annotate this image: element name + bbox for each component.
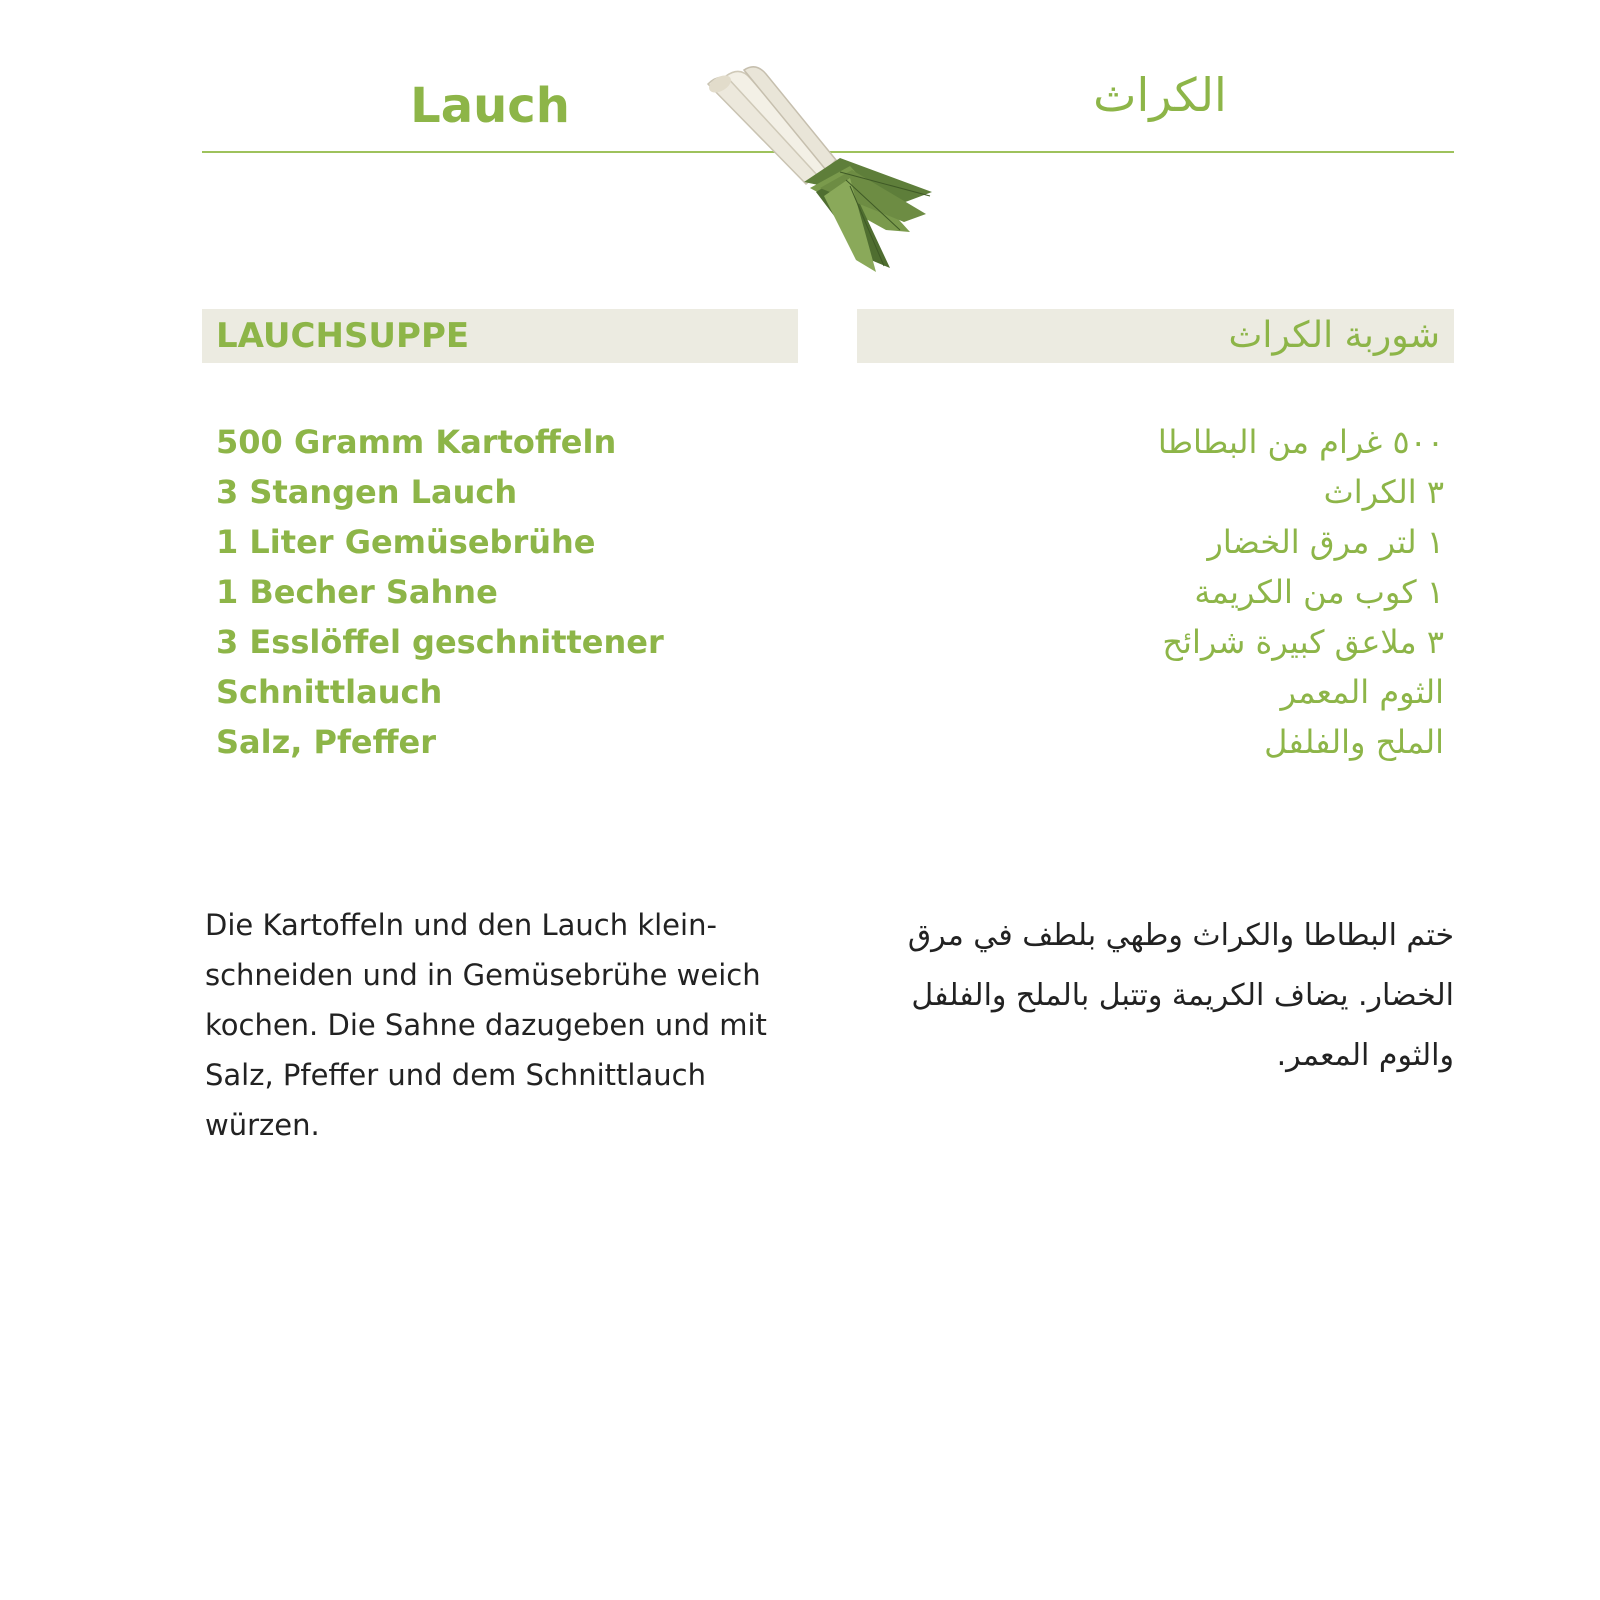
list-item: 3 Esslöffel geschnittener [216, 623, 664, 661]
list-item: 1 Becher Sahne [216, 573, 498, 611]
list-item: الملح والفلفل [1264, 723, 1444, 761]
leek-icon [700, 62, 960, 282]
ingredient-list-arabic [884, 417, 1444, 767]
list-item: ٣ الكراث [1323, 473, 1444, 511]
page-title-arabic: الكراث [1093, 68, 1227, 122]
list-item: Schnittlauch [216, 673, 443, 711]
recipe-description-arabic: ختم البطاطا والكراث وطهي بلطف في مرق الخضار. يضاف الكريمة وتتبل بالملح والفلفل والثوم المعمر. [907, 918, 1454, 1073]
list-item: 1 Liter Gemüsebrühe [216, 523, 596, 561]
recipe-title-band-arabic [857, 309, 1454, 363]
list-item: ٣ ملاعق كبيرة شرائح [1162, 623, 1444, 661]
list-item: ٥٠٠ غرام من البطاطا [1157, 423, 1444, 461]
list-item: الثوم المعمر [1280, 673, 1444, 711]
list-item: Salz, Pfeffer [216, 723, 437, 761]
list-item: ١ كوب من الكريمة [1194, 573, 1444, 611]
recipe-description-german: Die Kartoffeln und den Lauch klein-schneiden und in Gemüsebrühe weich kochen. Die Sahne dazugeben und mit Salz, Pfeffer und dem Schnittlauch würzen. [205, 908, 767, 1142]
list-item: 3 Stangen Lauch [216, 473, 518, 511]
recipe-title-band-german [202, 309, 798, 363]
list-item: 500 Gramm Kartoffeln [216, 423, 617, 461]
page-title-german: Lauch [410, 78, 570, 134]
recipe-title-german: LAUCHSUPPE [216, 316, 470, 356]
recipe-title-arabic: شوربة الكراث [1228, 315, 1440, 356]
ingredient-list-german [216, 417, 816, 767]
list-item: ١ لتر مرق الخضار [1207, 523, 1444, 561]
